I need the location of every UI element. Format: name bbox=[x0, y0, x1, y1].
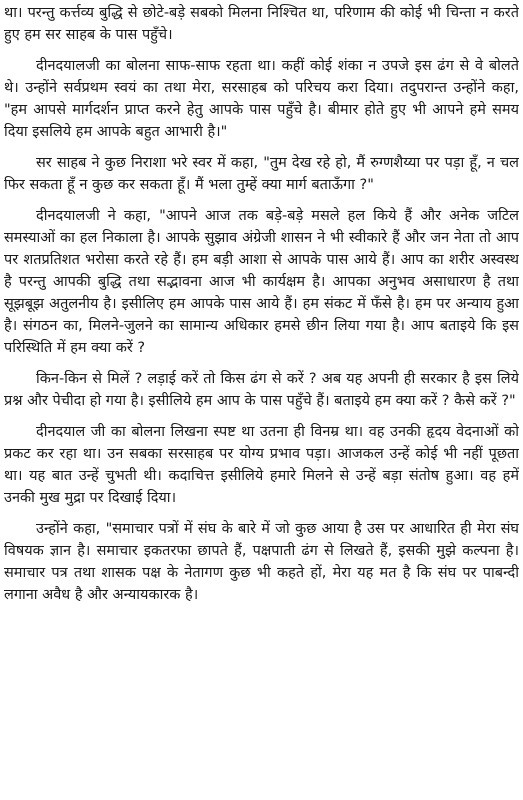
paragraph-1: था। परन्तु कर्त्तव्य बुद्धि से छोटे-बड़े सबको मिलना निश्चित था, परिणाम की कोई भी चिन्ता न करते हुए हम सर साहब के पास पहुँचे। bbox=[4, 5, 519, 43]
paragraph-6: दीनदयाल जी का बोलना लिखना स्पष्ट था उतना ही विनम्र था। वह उनकी हृदय वेदनाओं को प्रकट कर रहा था। उन सबका सरसाहब पर योग्य प्रभाव पड़ा। आजकल उन्हें कोई भी नहीं पूछता था। यह बात उन्हें चुभती थी। कदाचित्त इसीलिये हमारे मिलने से उन्हें बड़ा संतोष हुआ। वह हमें उनकी मुख मुद्रा पर दिखाई दिया। bbox=[4, 424, 519, 506]
paragraph-2: दीनदयालजी का बोलना साफ-साफ रहता था। कहीं कोई शंका न उपजे इस ढंग से वे बोलते थे। उन्होंने सर्वप्रथम स्वयं का तथा मेरा, सरसाहब को परिचय करा दिया। तदुपरान्त उन्होंने कहा, "हम आपसे मार्गदर्शन प्राप्त करने हेतु आपके पास पहुँचे है। बीमार होते हुए भी आपने हमे समय दिया इसलिये हम आपके बहुत आभारी है।" bbox=[4, 58, 519, 140]
paragraph-4: दीनदयालजी ने कहा, "आपने आज तक बड़े-बड़े मसले हल किये हैं और अनेक जटिल समस्याओं का हल निकाला है। आपके सुझाव अंग्रेजी शासन ने भी स्वीकारे हैं और जन नेता तो आप पर शतप्रतिशत भरोसा करते रहे हैं। हम बड़ी आशा से आपके पास आये हैं। आप का शरीर अस्वस्थ है परन्तु आपकी बुद्धि तथा सद्भावना आज भी कार्यक्षम है। आपका अनुभव असाधारण है तथा सूझबूझ अतुलनीय है। इसीलिए हम आपके पास आये हैं। हम संकट में फँसे है। हम पर अन्याय हुआ है। संगठन का, मिलने-जुलने का सामान्य अधिकार हमसे छीन लिया गया है। आप बताइये कि इस परिस्थिति में हम क्या करें ? bbox=[4, 208, 519, 356]
paragraph-7: उन्होंने कहा, "समाचार पत्रों में संघ के बारे में जो कुछ आया है उस पर आधारित ही मेरा संघ विषयक ज्ञान है। समाचार इकतरफा छापते हैं, पक्षपाती ढंग से लिखते हैं, इसकी मुझे कल्पना है। समाचार पत्र तथा शासक पक्ष के नेतागण कुछ भी कहते हों, मेरा यह मत है कि संघ पर पाबन्दी लगाना अवैध है और अन्यायकारक है। bbox=[4, 521, 519, 603]
document-page bbox=[4, 2, 519, 798]
paragraph-3: सर साहब ने कुछ निराशा भरे स्वर में कहा, "तुम देख रहे हो, मैं रुग्णशैय्या पर पड़ा हूँ, न चल फिर सकता हूँ न कुछ कर सकता हूँ। मैं भला तुम्हें क्या मार्ग बताऊँगा ?" bbox=[4, 155, 519, 193]
paragraph-5: किन-किन से मिलें ? लड़ाई करें तो किस ढंग से करें ? अब यह अपनी ही सरकार है इस लिये प्रश्न और पेचीदा हो गया है। इसीलिये हम आप के पास पहुँचे हैं। बताइये हम क्या करें ? कैसे करें ?" bbox=[4, 371, 519, 409]
